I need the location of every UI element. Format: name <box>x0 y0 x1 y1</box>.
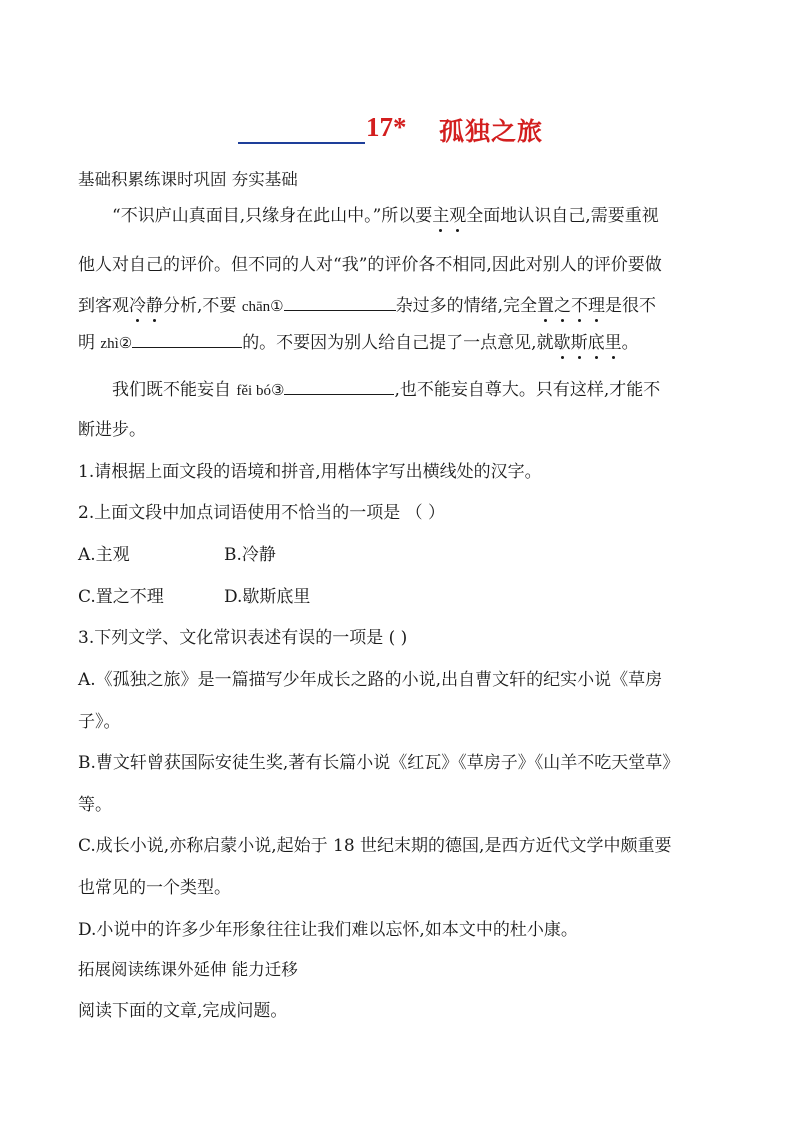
pinyin-hint: fěi bó③ <box>236 383 285 399</box>
passage-text: 的。不要因为别人给自己提了一点意见,就 <box>242 333 554 353</box>
dotted-char: 静 <box>146 296 163 316</box>
answer-blank-3[interactable] <box>284 378 394 395</box>
passage-text: 到客观 <box>78 296 129 316</box>
dotted-char: 里 <box>604 333 622 353</box>
passage-text: 是很不 <box>604 296 656 316</box>
option-3a-line-1: A.《孤独之旅》是一篇描写少年成长之路的小说,出自曹文轩的纪实小说《草房 <box>78 670 663 690</box>
option-3c-line-1: C.成长小说,亦称启蒙小说,起始于 18 世纪末期的德国,是西方近代文学中颇重要 <box>78 836 672 856</box>
option-2a: A.主观 <box>78 545 130 565</box>
option-3a-line-2: 子》。 <box>78 712 121 732</box>
lesson-number: 17* <box>366 112 407 142</box>
pinyin-hint: chān① <box>241 299 284 315</box>
dotted-char: 不 <box>570 296 588 316</box>
pinyin-hint: zhì② <box>100 336 133 352</box>
dotted-char: 之 <box>553 296 571 316</box>
dotted-char: 歇 <box>553 333 571 353</box>
answer-blank-2[interactable] <box>132 331 242 348</box>
passage-line-4 <box>78 331 639 356</box>
passage-line-2: 他人对自己的评价。但不同的人对“我”的评价各不相同,因此对别人的评价要做 <box>78 255 662 275</box>
passage-line-6: 断进步。 <box>78 420 146 440</box>
option-3d: D.小说中的许多少年形象往往让我们难以忘怀,如本文中的杜小康。 <box>78 920 578 940</box>
passage-text: 分析,不要 <box>163 296 242 316</box>
passage-line-1 <box>112 204 659 228</box>
answer-blank-1[interactable] <box>284 294 396 311</box>
option-3b-line-2: 等。 <box>78 795 112 815</box>
option-2c: C.置之不理 <box>78 587 164 607</box>
section-heading-basic: 基础积累练课时巩固 夯实基础 <box>78 170 298 189</box>
dotted-char: 观 <box>449 206 467 226</box>
dotted-char: 冷 <box>129 296 146 316</box>
passage-text: 明 <box>78 333 101 353</box>
lesson-title <box>0 112 794 148</box>
question-3: 3.下列文学、文化常识表述有误的一项是 ( ) <box>78 628 408 648</box>
passage-text: 杂过多的情绪,完全 <box>395 296 537 316</box>
option-2b: B.冷静 <box>224 545 276 565</box>
dotted-char: 置 <box>536 296 554 316</box>
section-heading-extended: 拓展阅读练课外延伸 能力迁移 <box>78 960 298 979</box>
passage-line-3 <box>78 294 656 319</box>
dotted-char: 理 <box>587 296 605 316</box>
reading-intro: 阅读下面的文章,完成问题。 <box>78 1001 288 1021</box>
passage-text: 全面地认识自己,需要重视 <box>466 206 659 226</box>
passage-line-5 <box>112 378 660 403</box>
passage-text: ,也不能妄自尊大。只有这样,才能不 <box>394 380 661 400</box>
question-1: 1.请根据上面文段的语境和拼音,用楷体字写出横线处的汉字。 <box>78 462 542 482</box>
passage-text: 。 <box>621 333 639 353</box>
option-3b-line-1: B.曹文轩曾获国际安徒生奖,著有长篇小说《红瓦》《草房子》《山羊不吃天堂草》 <box>78 753 680 773</box>
dotted-char: 斯 <box>570 333 588 353</box>
option-2d: D.歇斯底里 <box>224 587 311 607</box>
passage-text: 我们既不能妄自 <box>112 380 237 400</box>
question-2: 2.上面文段中加点词语使用不恰当的一项是 （ ） <box>78 503 446 523</box>
lesson-name: 孤独之旅 <box>439 117 544 146</box>
dotted-char: 主 <box>432 206 450 226</box>
option-3c-line-2: 也常见的一个类型。 <box>78 878 231 898</box>
title-underline <box>238 142 365 144</box>
passage-text: “不识庐山真面目,只缘身在此山中。”所以要 <box>112 206 433 226</box>
dotted-char: 底 <box>587 333 605 353</box>
